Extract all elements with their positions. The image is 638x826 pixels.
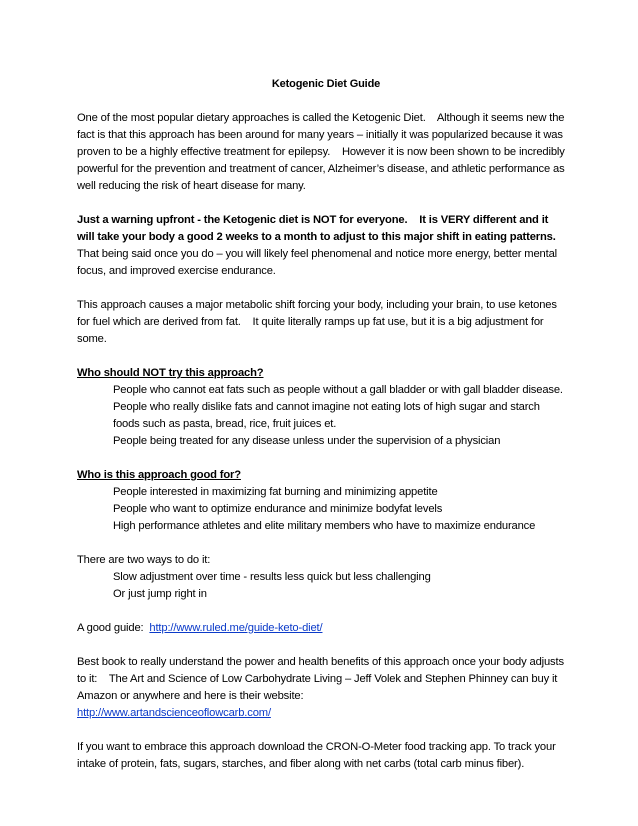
warning-bold-text: Just a warning upfront - the Ketogenic diet is NOT for everyone. It is VERY different and it will take your body a good 2 weeks to a month to adjust to this major shift in eating patterns. — [77, 214, 556, 243]
warning-paragraph — [77, 212, 567, 280]
list-item: People being treated for any disease unless under the supervision of a physician — [113, 435, 501, 447]
guide-label: A good guide: — [77, 622, 150, 634]
guide-link[interactable]: http://www.ruled.me/guide-keto-diet/ — [149, 622, 323, 634]
ways-intro: There are two ways to do it: — [77, 554, 211, 566]
list-item: People who want to optimize endurance and minimize bodyfat levels — [113, 503, 443, 515]
list-item: Slow adjustment over time - results less quick but less challenging — [113, 571, 431, 583]
good-for-list — [77, 484, 567, 535]
not-for-heading: Who should NOT try this approach? — [77, 367, 264, 379]
book-website-link[interactable]: http://www.artandscienceoflowcarb.com/ — [77, 707, 271, 719]
app-paragraph: If you want to embrace this approach download the CRON-O-Meter food tracking app. To track your intake of protein, fats, sugars, starches, and fiber along with net carbs (total carb minus fiber). — [77, 741, 556, 770]
book-paragraph — [77, 654, 567, 722]
warning-rest-text: That being said once you do – you will likely feel phenomenal and notice more energy, better mental focus, and improved exercise endurance. — [77, 231, 560, 277]
good-for-heading: Who is this approach good for? — [77, 469, 241, 481]
book-text: Best book to really understand the power and health benefits of this approach once your body adjusts to it: The Art and Science of Low Carbohydrate Living – Jeff Volek and Stephen Phinney can buy it Amazon or anywhere and here is their website: — [77, 656, 567, 702]
metabolic-paragraph: This approach causes a major metabolic shift forcing your body, including your brain, to use ketones for fuel which are derived from fat. It quite literally ramps up fat use, but it is a big adjustment for some. — [77, 299, 560, 345]
list-item: Or just jump right in — [113, 588, 207, 600]
document-title: Ketogenic Diet Guide — [271, 78, 381, 90]
list-item: People who cannot eat fats such as people without a gall bladder or with gall bladder disease. — [113, 384, 563, 396]
list-item: People who really dislike fats and cannot imagine not eating lots of high sugar and starch foods such as pasta, bread, rice, fruit juices et. — [113, 401, 540, 430]
list-item: High performance athletes and elite military members who have to maximize endurance — [113, 520, 536, 532]
ways-list — [77, 569, 567, 603]
list-item: People interested in maximizing fat burning and minimizing appetite — [113, 486, 438, 498]
not-for-list — [77, 382, 567, 450]
guide-paragraph — [77, 620, 567, 637]
intro-paragraph: One of the most popular dietary approaches is called the Ketogenic Diet. Although it seems new the fact is that this approach has been around for many years – initially it was popularized because it was proven to be a highly effective treatment for epilepsy. However it is now been shown to be incredibly powerful for the prevention and treatment of cancer, Alzheimer’s disease, and athletic performance as well reducing the risk of heart disease for many. — [77, 112, 568, 192]
document-body — [77, 76, 567, 790]
